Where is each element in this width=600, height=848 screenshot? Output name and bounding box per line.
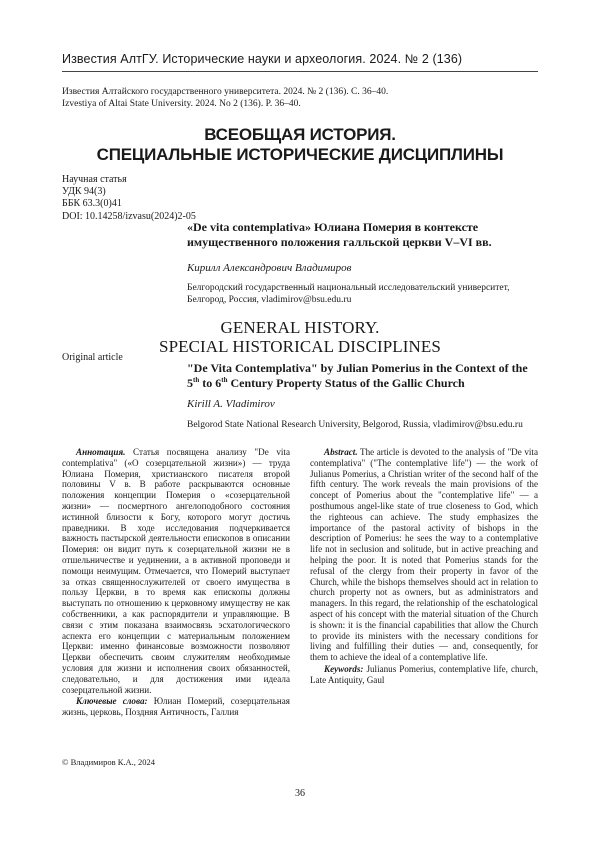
title-en-sup1: th xyxy=(193,376,200,384)
abstract-en xyxy=(310,447,538,686)
section-heading-en-line1: GENERAL HISTORY. xyxy=(220,318,380,337)
section-heading-ru xyxy=(62,125,538,165)
author-name-ru: Кирилл Александрович Владимиров xyxy=(187,262,352,274)
title-en-part3: Century Property Status of the Gallic Church xyxy=(227,376,465,390)
abstract-ru xyxy=(62,447,290,718)
page-number: 36 xyxy=(295,788,305,799)
article-type: Научная статья xyxy=(62,174,127,185)
doi[interactable]: DOI: 10.14258/izvasu(2024)2-05 xyxy=(62,210,196,222)
original-article-label: Original article xyxy=(62,352,123,363)
abstract-en-label: Abstract. xyxy=(324,447,358,457)
keywords-ru xyxy=(62,696,290,718)
title-en-part1: "De Vita Contemplativa" by Julian Pomerius in the Context of the 5 xyxy=(187,361,528,390)
section-heading-en-line2: SPECIAL HISTORICAL DISCIPLINES xyxy=(159,337,441,356)
abstract-en-body xyxy=(310,447,538,663)
keywords-en xyxy=(310,664,538,686)
copyright-notice: © Владимиров К.А., 2024 xyxy=(62,757,156,767)
section-heading-ru-line1: ВСЕОБЩАЯ ИСТОРИЯ. xyxy=(204,125,396,144)
article-title-ru: «De vita contemplativa» Юлиана Померия в контексте имущественного положения галльской церкви V–VI вв. xyxy=(187,220,492,249)
abstract-ru-text: Статья посвящена анализу "De vita contemplativa" («О созерцательной жизни») — труда Юлиана Померия, христианского писателя второй половины V в. В работе раскрываются основные положения концепции Померия о «созерцательной жизни» — посмертного ангелоподобного состояния истинной близости к Богу, которого могут достичь праведники. В ходе исследования подчеркивается важность пастырской деятельности епископов в описании Померия: он видит путь к созерцательной жизни не в отшельничестве и уединении, а в активной проповеди и помощи неимущим. Отмечается, что Померий выступает за отказ священнослужителей от своего имущества в пользу Церкви, в то время как епископы должны выступать по отношению к церковному имуществу не как собственники, а как распорядители и управляющие. В связи с этим показана взаимосвязь эсхатологического аспекта его концепции с материальным положением Церкви: именно финансовые возможности позволяют Церкви обеспечить своим служителям необходимые условия для жизни и исполнения своих обязанностей, следовательно, и для достижения ими идеала созерцательной жизни. xyxy=(62,447,290,695)
author-name-en: Kirill A. Vladimirov xyxy=(187,398,275,410)
citation-ru: Известия Алтайского государственного университета. 2024. № 2 (136). С. 36–40. xyxy=(62,87,389,97)
affiliation-en: Belgorod State National Research University, Belgorod, Russia, vladimirov@bsu.edu.ru xyxy=(187,420,523,430)
keywords-ru-text: Юлиан Померий, созерцательная жизнь, церковь, Поздняя Античность, Галлия xyxy=(62,696,290,718)
journal-running-header: Известия АлтГУ. Исторические науки и археология. 2024. № 2 (136) xyxy=(62,52,463,66)
header-divider xyxy=(62,71,538,72)
abstract-ru-body xyxy=(62,447,290,695)
article-metadata xyxy=(62,174,196,223)
section-heading-ru-line2: СПЕЦИАЛЬНЫЕ ИСТОРИЧЕСКИЕ ДИСЦИПЛИНЫ xyxy=(96,145,504,164)
citation-en: Izvestiya of Altai State University. 2024. No 2 (136). P. 36–40. xyxy=(62,99,301,109)
keywords-en-label: Keywords: xyxy=(324,663,364,674)
bbk-code: ББК 63.3(0)41 xyxy=(62,198,122,210)
keywords-en-text: Julianus Pomerius, contemplative life, church, Late Antiquity, Gaul xyxy=(310,663,538,685)
title-en-sup2: th xyxy=(221,376,228,384)
abstract-en-text: The article is devoted to the analysis of "De vita contemplativa" ("The contemplative life") — the work of Julianus Pomerius, a Christian writer of the second half of the fifth century. The work reveals the main provisions of the concept of Pomerius about the "contemplative life" — a posthumous angel-like state of true closeness to God, which the righteous can achieve. The study emphasizes the importance of the pastoral activity of bishops in the description of Pomerius: he sees the way to a contemplative life not in seclusion and solitude, but in active preaching and helping the poor. It is noted that Pomerius stands for the refusal of the clergy from their property in favor of the Church, while the bishops themselves should act in relation to church property not as owners, but as administrators and managers. In this regard, the relationship of the eschatological aspect of his concept with the material situation of the Church is shown: it is the financial capabilities that allow the Church to provide its ministers with the necessary conditions for living and fulfilling their duties — and, consequently, for them to achieve the ideal of a contemplative life. xyxy=(310,447,538,663)
article-title-en xyxy=(187,361,539,391)
section-heading-en xyxy=(62,318,538,356)
abstract-ru-label: Аннотация. xyxy=(76,447,126,457)
udk-code: УДК 94(3) xyxy=(62,186,106,198)
keywords-ru-label: Ключевые слова: xyxy=(76,696,148,707)
title-en-part2: to 6 xyxy=(199,376,222,390)
affiliation-ru: Белгородский государственный национальный исследовательский университет, Белгород, Россия, vladimirov@bsu.edu.ru xyxy=(187,283,510,305)
